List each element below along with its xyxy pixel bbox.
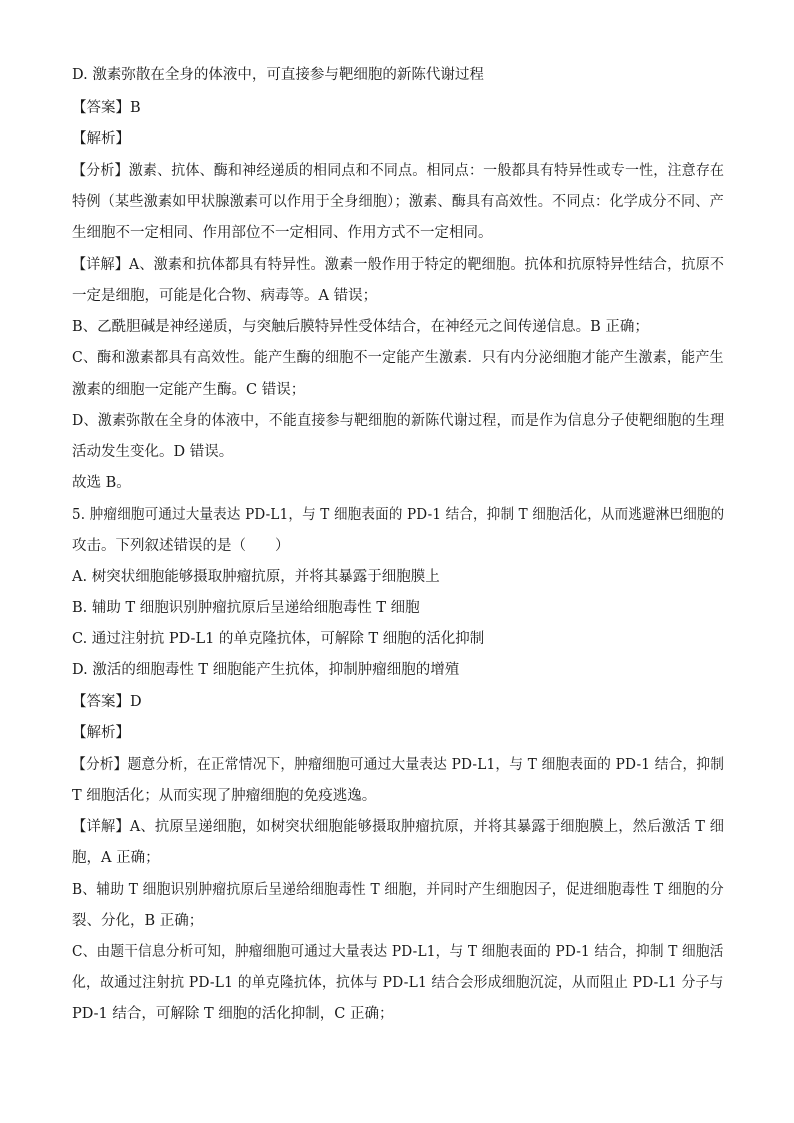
prev-analysis-line-3: 生细胞不一定相同、作用部位不一定相同、作用方式不一定相同。	[72, 225, 493, 241]
prev-detail-line-1: 【详解】A、激素和抗体都具有特异性。激素一般作用于特定的靶细胞。抗体和抗原特异性结合，抗原不	[72, 257, 725, 273]
prev-detail-b: B、乙酰胆碱是神经递质，与突触后膜特异性受体结合，在神经元之间传递信息。B 正确；	[72, 319, 649, 335]
question-5-stem-line-2: 攻击。下列叙述错误的是（ ）	[72, 538, 290, 554]
prev-detail-c-line-1: C、酶和激素都具有高效性。能产生酶的细胞不一定能产生激素．只有内分泌细胞才能产生激素，能产生	[72, 350, 724, 366]
prev-analysis-line-1: 【分析】激素、抗体、酶和神经递质的相同点和不同点。相同点：一般都具有特异性或专一性，注意存在	[72, 163, 725, 179]
question-5-detail-a-line-2: 胞，A 正确；	[72, 850, 160, 866]
question-5-option-d: D. 激活的细胞毒性 T 细胞能产生抗体，抑制肿瘤细胞的增殖	[72, 662, 460, 678]
question-5-analysis-line-1: 【分析】题意分析，在正常情况下，肿瘤细胞可通过大量表达 PD-L1，与 T 细胞表面的 PD-1 结合，抑制	[72, 757, 725, 773]
question-5-option-b: B. 辅助 T 细胞识别肿瘤抗原后呈递给细胞毒性 T 细胞	[72, 600, 420, 616]
question-5-option-c: C. 通过注射抗 PD-L1 的单克隆抗体，可解除 T 细胞的活化抑制	[72, 631, 485, 647]
prev-answer-label: 【答案】B	[72, 100, 141, 116]
question-5-analysis-heading: 【解析】	[72, 725, 130, 741]
prev-analysis-heading: 【解析】	[72, 131, 130, 147]
question-5-detail-a-line-1: 【详解】A、抗原呈递细胞，如树突状细胞能够摄取肿瘤抗原，并将其暴露于细胞膜上，然后激活 T 细	[72, 819, 725, 835]
prev-analysis-line-2: 特例（某些激素如甲状腺激素可以作用于全身细胞）；激素、酶具有高效性。不同点：化学成分不同、产	[72, 194, 724, 210]
question-5-option-a: A. 树突状细胞能够摄取肿瘤抗原，并将其暴露于细胞膜上	[72, 569, 440, 585]
question-5-answer: 【答案】D	[72, 694, 142, 710]
question-5-detail-c-line-3: PD-1 结合，可解除 T 细胞的活化抑制，C 正确；	[72, 1006, 394, 1022]
prev-detail-d-line-1: D、激素弥散在全身的体液中，不能直接参与靶细胞的新陈代谢过程，而是作为信息分子使靶细胞的生理	[72, 413, 725, 429]
question-5-analysis-line-2: T 细胞活化；从而实现了肿瘤细胞的免疫逃逸。	[72, 788, 377, 804]
prev-detail-d-line-2: 活动发生变化。D 错误。	[72, 444, 234, 460]
prev-choice-conclusion: 故选 B。	[72, 475, 131, 491]
question-5-detail-b-line-2: 裂、分化，B 正确；	[72, 913, 204, 929]
prev-detail-c-line-2: 激素的细胞一定能产生酶。C 错误；	[72, 382, 306, 398]
prev-detail-line-2: 一定是细胞，可能是化合物、病毒等。A 错误；	[72, 288, 378, 304]
question-5-detail-b-line-1: B、辅助 T 细胞识别肿瘤抗原后呈递给细胞毒性 T 细胞，并同时产生细胞因子，促进细胞毒性 T 细胞的分	[72, 882, 724, 898]
question-5-detail-c-line-2: 化，故通过注射抗 PD-L1 的单克隆抗体，抗体与 PD-L1 结合会形成细胞沉淀，从而阻止 PD-L1 分子与	[72, 975, 724, 991]
question-5-detail-c-line-1: C、由题干信息分析可知，肿瘤细胞可通过大量表达 PD-L1，与 T 细胞表面的 PD-1 结合，抑制 T 细胞活	[72, 944, 724, 960]
prev-question-option-d: D. 激素弥散在全身的体液中，可直接参与靶细胞的新陈代谢过程	[72, 67, 484, 83]
question-5-stem-line-1: 5. 肿瘤细胞可通过大量表达 PD-L1，与 T 细胞表面的 PD-1 结合，抑制 T 细胞活化，从而逃避淋巴细胞的	[72, 507, 725, 523]
